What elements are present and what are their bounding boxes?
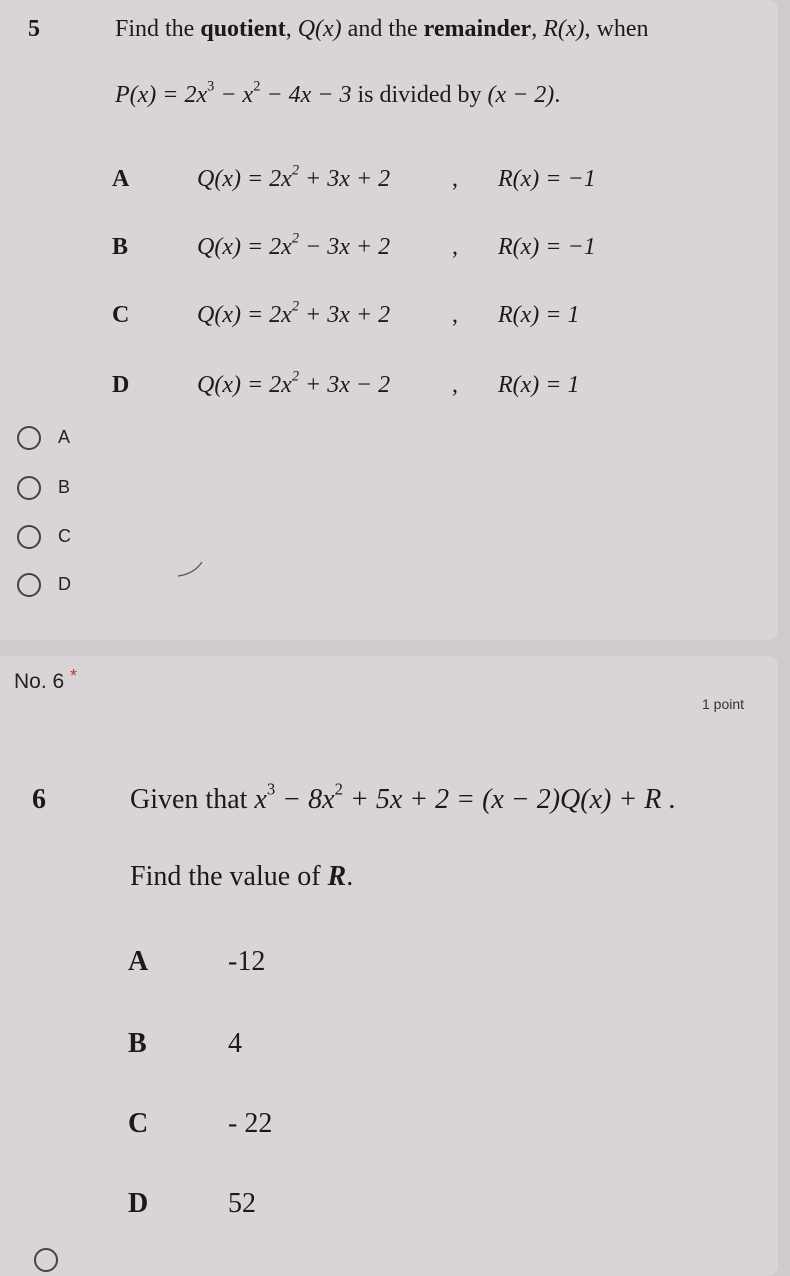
question-5-stem-line1 [115, 16, 648, 43]
question-5-card [0, 0, 778, 640]
question-5-polynomial [115, 78, 561, 109]
stem-rx: R(x) [543, 16, 585, 42]
q-exp: 2 [291, 368, 300, 385]
find-var: R [327, 861, 347, 892]
radio-label[interactable]: C [58, 526, 71, 546]
option-letter: C [112, 302, 130, 328]
poly-exp: 2 [253, 78, 261, 95]
poly-end: . [554, 82, 561, 108]
option-value: 52 [228, 1188, 256, 1219]
option-separator: , [452, 302, 458, 328]
q-text: − 3x + 2 [299, 234, 391, 260]
stem-end: . [661, 784, 676, 815]
radio-button[interactable] [17, 525, 41, 549]
option-remainder: R(x) = 1 [498, 302, 580, 328]
q-text: + 3x − 2 [299, 372, 391, 398]
option-letter: B [112, 234, 129, 260]
option-letter: C [128, 1108, 149, 1139]
option-value: -12 [228, 946, 266, 977]
points-label: 1 point [702, 696, 745, 712]
q-exp: 2 [291, 230, 300, 247]
stem-remainder: remainder [423, 16, 532, 42]
find-text: Find the value of [130, 861, 328, 892]
stem-text: , [531, 16, 544, 42]
q-text: + 3x + 2 [299, 166, 391, 192]
stem-exp: 2 [334, 779, 343, 799]
option-separator: , [452, 234, 458, 260]
question-6-number: 6 [32, 784, 46, 815]
q-exp: 2 [291, 162, 300, 179]
stem-math: − 8x [275, 784, 335, 815]
question-6-header [14, 666, 77, 694]
option-remainder: R(x) = −1 [498, 166, 596, 192]
radio-label[interactable]: B [58, 477, 71, 497]
stem-text: , [285, 16, 298, 42]
option-remainder: R(x) = −1 [498, 234, 596, 260]
q-text: Q(x) = 2x [197, 372, 292, 398]
q-text: Q(x) = 2x [197, 302, 292, 328]
poly-mid: − x [214, 82, 254, 108]
option-value: 4 [228, 1028, 242, 1059]
poly-divisor: (x − 2) [487, 82, 555, 108]
q-text: Q(x) = 2x [197, 166, 292, 192]
poly-rest: − 4x − 3 [260, 82, 352, 108]
stem-text: and the [341, 16, 424, 42]
radio-button[interactable] [17, 573, 41, 597]
question-label: No. 6 [14, 670, 65, 693]
q-exp: 2 [291, 298, 300, 315]
option-value: - 22 [228, 1108, 273, 1139]
stem-text: Find the [115, 16, 201, 42]
radio-button[interactable] [17, 476, 41, 500]
option-quotient [197, 368, 391, 399]
poly-exp: 3 [207, 78, 215, 95]
required-asterisk: * [70, 666, 78, 686]
option-letter: D [112, 372, 130, 398]
find-end: . [346, 861, 354, 892]
option-quotient [197, 162, 391, 193]
stem-math: x [254, 784, 267, 815]
option-remainder: R(x) = 1 [498, 372, 580, 398]
q-text: Q(x) = 2x [197, 234, 292, 260]
poly-tail: is divided by [351, 82, 488, 108]
option-separator: , [452, 166, 458, 192]
stem-qx: Q(x) [297, 16, 342, 42]
stem-text: , when [584, 16, 649, 42]
option-letter: A [128, 946, 149, 977]
option-quotient [197, 298, 391, 329]
question-6-stem [130, 779, 676, 816]
option-quotient [197, 230, 391, 261]
question-6-find [130, 861, 353, 893]
question-6-card [0, 656, 778, 1276]
radio-label[interactable]: D [58, 574, 71, 594]
radio-button[interactable] [17, 426, 41, 450]
stem-exp: 3 [266, 779, 276, 799]
pencil-mark [176, 558, 206, 580]
option-letter: A [112, 166, 130, 192]
radio-button-partial[interactable] [34, 1248, 58, 1272]
question-5-number: 5 [28, 16, 40, 42]
radio-label[interactable]: A [58, 427, 71, 447]
option-letter: B [128, 1028, 147, 1059]
option-letter: D [128, 1188, 149, 1219]
poly-lhs: P(x) = 2x [115, 82, 208, 108]
stem-text: Given that [130, 784, 255, 815]
q-text: + 3x + 2 [299, 302, 391, 328]
option-separator: , [452, 372, 458, 398]
stem-math: + 5x + 2 = (x − 2)Q(x) + R [342, 784, 662, 815]
stem-quotient: quotient [200, 16, 286, 42]
